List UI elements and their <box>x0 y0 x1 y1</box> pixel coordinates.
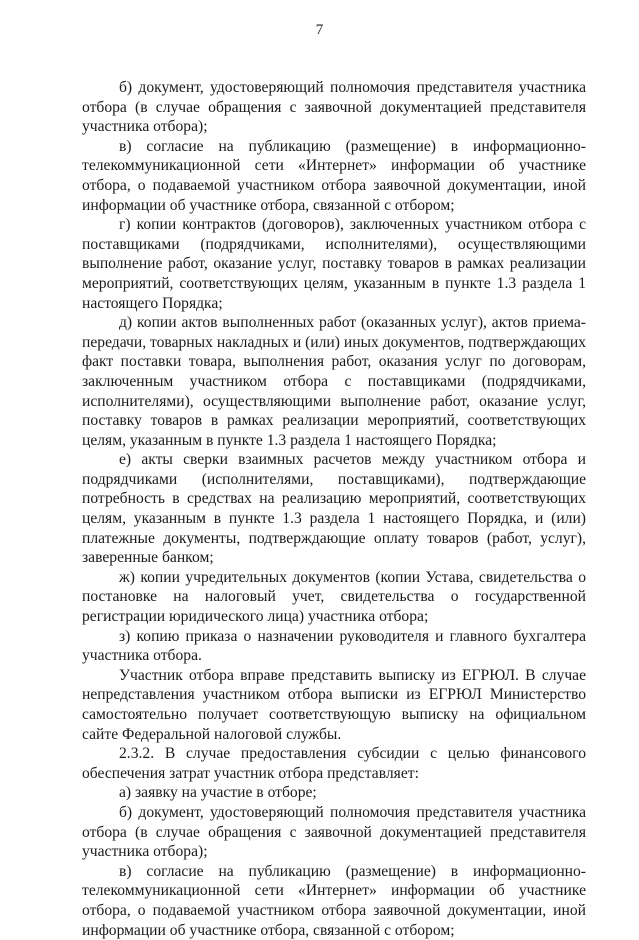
page-number: 7 <box>315 22 324 38</box>
paragraph-egrul-extract: Участник отбора вправе представить выписку из ЕГРЮЛ. В случае непредставления участником отбора выписки из ЕГРЮЛ Министерство самостоятельно получает соответствующую выписку на официальном сайте Федеральной налоговой службы. <box>82 666 586 743</box>
document-body <box>82 78 586 940</box>
paragraph-e-reconciliation-acts: е) акты сверки взаимных расчетов между участником отбора и подрядчиками (исполнителями, поставщиками), подтверждающие потребность в средствах на реализацию мероприятий, соответствующих целям, указанным в пункте 1.3 раздела 1 настоящего Порядка, и (или) платежные документы, подтверждающие оплату товаров (работ, услуг), заверенные банком; <box>82 451 586 567</box>
paragraph-zh-founding-documents: ж) копии учредительных документов (копии Устава, свидетельства о постановке на налоговый учет, свидетельства о государственной регистрации юридического лица) участника отбора; <box>82 568 586 626</box>
paragraph-b-authority-document-2: б) документ, удостоверяющий полномочия представителя участника отбора (в случае обращения с заявочной документацией представителя участника отбора); <box>82 803 586 861</box>
paragraph-v-publication-consent: в) согласие на публикацию (размещение) в информационно-телекоммуникационной сети «Интернет» информации об участнике отбора, о подаваемой участником отбора заявочной документации, иной информации об участнике отбора, связанной с отбором; <box>82 137 586 214</box>
paragraph-g-contract-copies: г) копии контрактов (договоров), заключенных участником отбора с поставщиками (подрядчиками, исполнителями), осуществляющими выполнение работ, оказание услуг, поставку товаров в рамках реализации мероприятий, соответствующих целям, указанным в пункте 1.3 раздела 1 настоящего Порядка; <box>82 216 586 312</box>
paragraph-d-acts-copies: д) копии актов выполненных работ (оказанных услуг), актов приема-передачи, товарных накладных и (или) иных документов, подтверждающих факт поставки товара, выполнения работ, оказания услуг по договорам, заключенным участником отбора с поставщиками (подрядчиками, исполнителями), осуществляющими выполнение работ, оказание услуг, поставку товаров в рамках реализации мероприятий, соответствующих целям, указанным в пункте 1.3 раздела 1 настоящего Порядка; <box>82 314 586 449</box>
paragraph-b-authority-document: б) документ, удостоверяющий полномочия представителя участника отбора (в случае обращения с заявочной документацией представителя участника отбора); <box>82 79 586 136</box>
paragraph-z-appointment-order: з) копию приказа о назначении руководителя и главного бухгалтера участника отбора. <box>82 627 586 665</box>
paragraph-v-publication-consent-2: в) согласие на публикацию (размещение) в информационно-телекоммуникационной сети «Интернет» информации об участнике отбора, о подаваемой участником отбора заявочной документации, иной информации об участнике отбора, связанной с отбором; <box>82 862 586 939</box>
paragraph-a-application: а) заявку на участие в отборе; <box>119 784 317 802</box>
paragraph-2-3-2: 2.3.2. В случае предоставления субсидии с целью финансового обеспечения затрат участник отбора представляет: <box>82 745 586 782</box>
